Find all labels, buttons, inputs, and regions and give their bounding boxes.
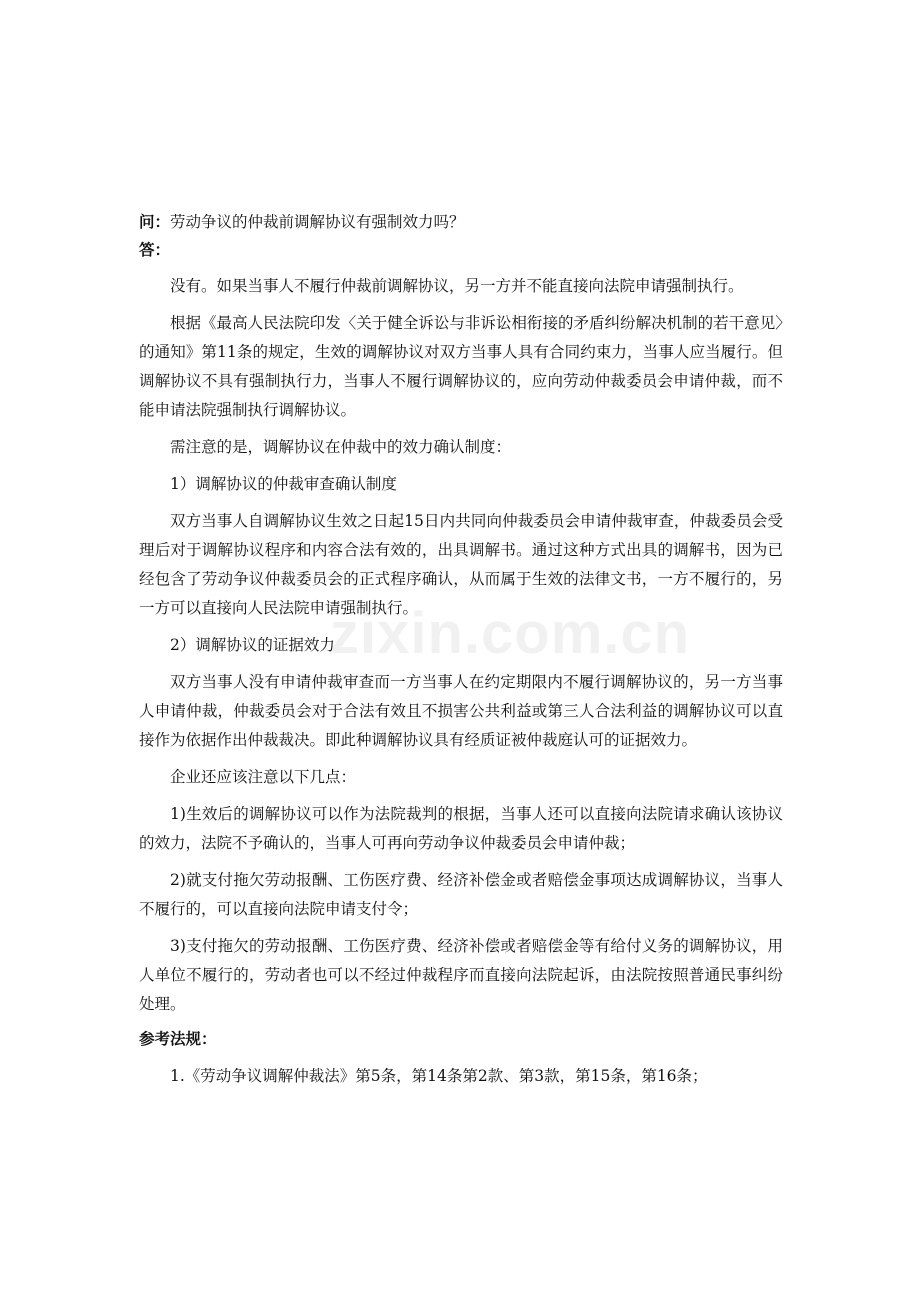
reference-title: 参考法规： bbox=[139, 1030, 217, 1048]
paragraph: 2）调解协议的证据效力 bbox=[170, 636, 335, 654]
paragraph: 企业还应该注意以下几点： bbox=[170, 768, 357, 786]
question-label: 问： bbox=[139, 213, 171, 231]
answer-label: 答： bbox=[139, 241, 171, 259]
question-text: 劳动争议的仲裁前调解协议有强制效力吗？ bbox=[170, 213, 465, 231]
paragraph: 没有。如果当事人不履行仲裁前调解协议，另一方并不能直接向法院申请强制执行。 bbox=[170, 277, 744, 295]
watermark: zixin.com.cn bbox=[330, 601, 691, 666]
paragraph: 3)支付拖欠的劳动报酬、工伤医疗费、经济补偿或者赔偿金等有给付义务的调解协议，用人单位不履行的，劳动者也可以不经过仲裁程序而直接向法院起诉，由法院按照普通民事纠纷处理。 bbox=[139, 937, 783, 1013]
paragraph: 根据《最高人民法院印发〈关于健全诉讼与非诉讼相衔接的矛盾纠纷解决机制的若干意见〉的通知》第11条的规定，生效的调解协议对双方当事人具有合同约束力，当事人应当履行。但调解协议不具有强制执行力，当事人不履行调解协议的，应向劳动仲裁委员会申请仲裁，而不能申请法院强制执行调解协议。 bbox=[139, 314, 783, 419]
question-line bbox=[139, 208, 783, 236]
answer-line bbox=[139, 236, 783, 264]
paragraph: 1）调解协议的仲裁审查确认制度 bbox=[170, 475, 397, 493]
paragraph: 2)就支付拖欠劳动报酬、工伤医疗费、经济补偿金或者赔偿金事项达成调解协议，当事人不履行的，可以直接向法院申请支付令； bbox=[139, 871, 783, 918]
paragraph: 双方当事人没有申请仲裁审查而一方当事人在约定期限内不履行调解协议的，另一方当事人申请仲裁，仲裁委员会对于合法有效且不损害公共利益或第三人合法利益的调解协议可以直接作为依据作出仲裁裁决。即此种调解协议具有经质证被仲裁庭认可的证据效力。 bbox=[139, 673, 783, 749]
document-content bbox=[139, 208, 783, 1091]
reference-item: 1.《劳动争议调解仲裁法》第5条，第14条第2款、第3款，第15条，第16条； bbox=[170, 1067, 708, 1085]
paragraph: 需注意的是，调解协议在仲裁中的效力确认制度： bbox=[170, 438, 512, 456]
paragraph: 双方当事人自调解协议生效之日起15日内共同向仲裁委员会申请仲裁审查，仲裁委员会受理后对于调解协议程序和内容合法有效的，出具调解书。通过这种方式出具的调解书，因为已经包含了劳动争议仲裁委员会的正式程序确认，从而属于生效的法律文书，一方不履行的，另一方可以直接向人民法院申请强制执行。 bbox=[139, 512, 783, 617]
paragraph: 1)生效后的调解协议可以作为法院裁判的根据，当事人还可以直接向法院请求确认该协议的效力，法院不予确认的，当事人可再向劳动争议仲裁委员会申请仲裁； bbox=[139, 805, 783, 852]
